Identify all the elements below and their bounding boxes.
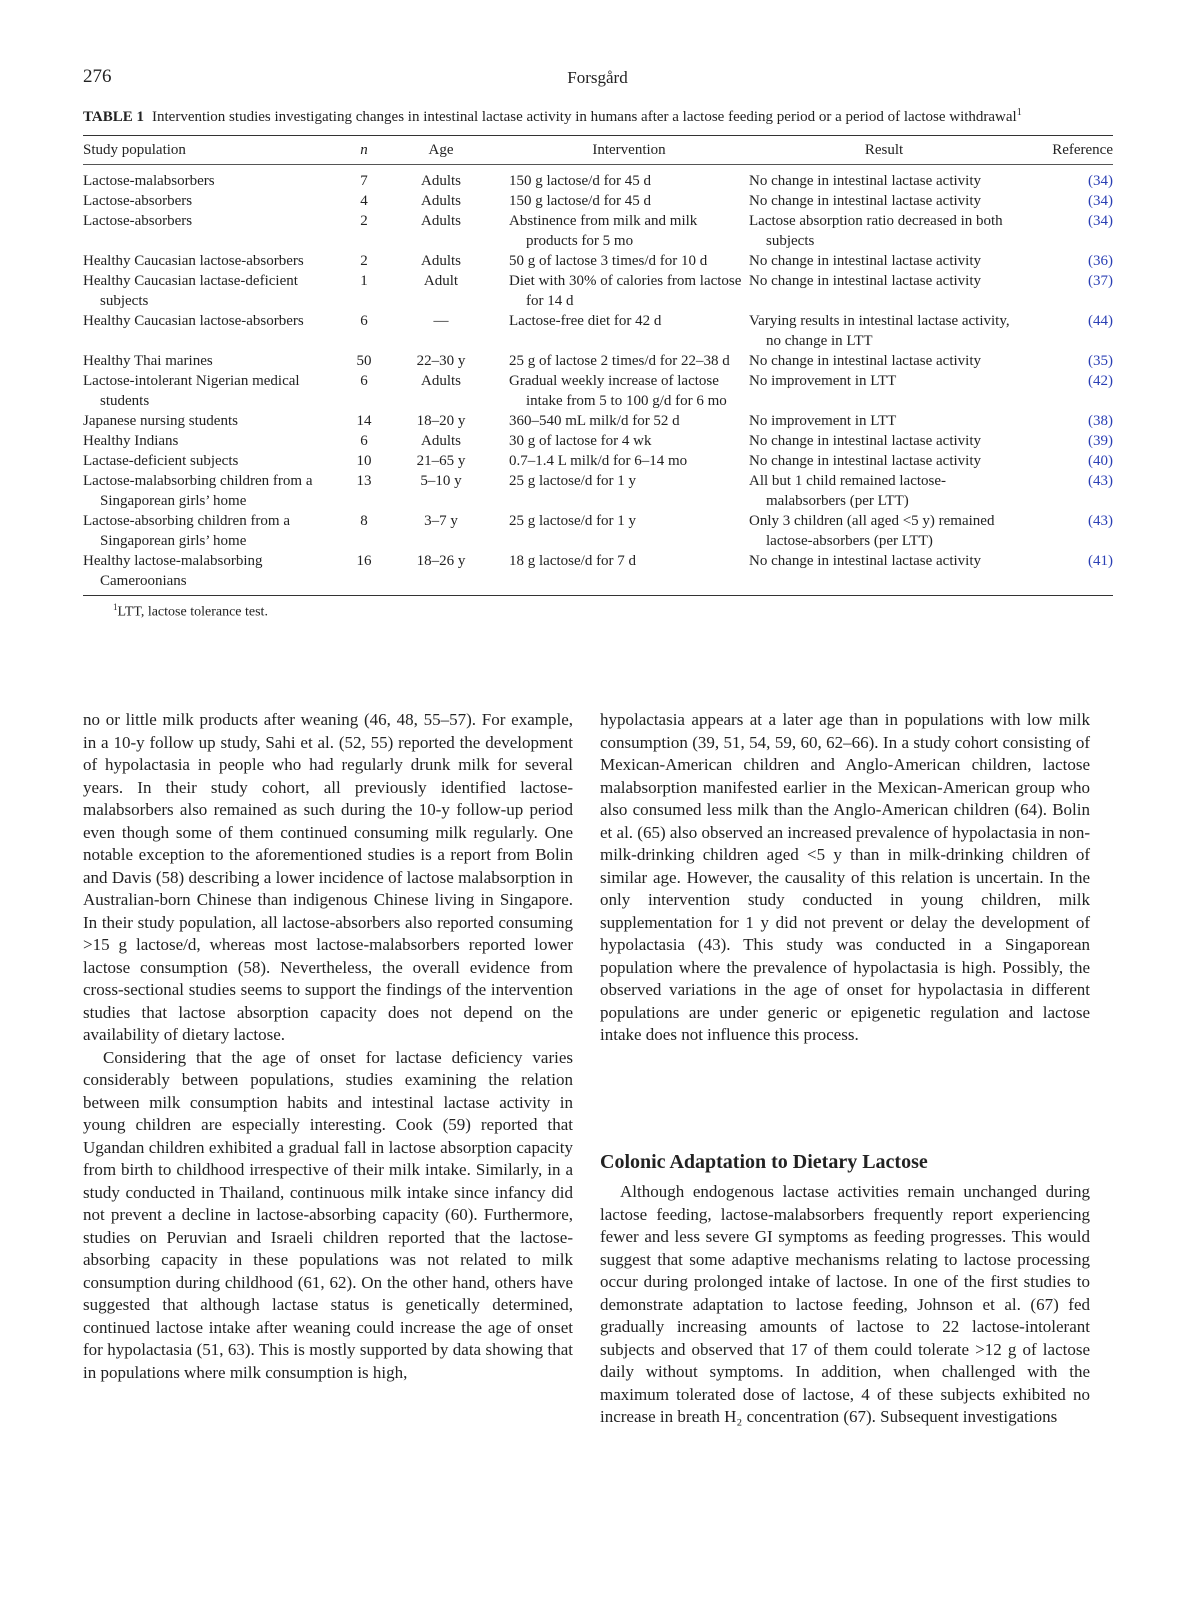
table-row	[83, 471, 1121, 511]
table-cell	[749, 371, 1019, 411]
table-row	[83, 351, 1121, 371]
cell-text: No change in intestinal lactase activity	[749, 553, 982, 569]
table-cell[interactable]: (37)	[1088, 273, 1113, 289]
cell-text: 25 g of lactose 2 times/d for 22–38 d	[509, 353, 730, 369]
section-heading: Colonic Adaptation to Dietary Lactose	[600, 1151, 928, 1173]
table-footnote	[113, 602, 1113, 621]
table-cell: Adults	[420, 193, 461, 209]
cell-text: No change in intestinal lactase activity	[749, 453, 982, 469]
cell-text: Healthy Caucasian lactase-deficient subjects	[83, 273, 298, 309]
table-row	[83, 451, 1121, 471]
table-cell: Adults	[420, 373, 461, 389]
table-row	[83, 311, 1121, 351]
table-cell: 18–26 y	[416, 553, 466, 569]
cell-text: No improvement in LTT	[749, 373, 897, 389]
table-cell: 3–7 y	[424, 513, 458, 529]
table-cell	[83, 191, 345, 211]
cell-text: 18 g lactose/d for 7 d	[509, 553, 637, 569]
cell-text: No change in intestinal lactase activity	[749, 433, 982, 449]
table-cell	[749, 471, 1019, 511]
cell-text: No improvement in LTT	[749, 413, 897, 429]
footnote-text: LTT, lactose tolerance test.	[117, 604, 268, 620]
table-row	[83, 251, 1121, 271]
table-cell: 21–65 y	[416, 453, 466, 469]
cell-text: 25 g lactose/d for 1 y	[509, 513, 637, 529]
cell-text: Only 3 children (all aged <5 y) remained lactose-absorbers (per LTT)	[749, 513, 995, 549]
table-cell: 6	[360, 433, 368, 449]
cell-text: Lactose-malabsorbing children from a Singaporean girls’ home	[83, 473, 313, 509]
cell-text: No change in intestinal lactase activity	[749, 193, 982, 209]
table-row	[83, 511, 1121, 551]
table-cell[interactable]: (34)	[1088, 193, 1113, 209]
table-cell: 50	[356, 353, 372, 369]
running-head: Forsgård	[567, 68, 628, 87]
table-cell[interactable]: (34)	[1088, 173, 1113, 189]
table-cell	[83, 171, 345, 191]
table-cell: 18–20 y	[416, 413, 466, 429]
right-column-section	[600, 1181, 1090, 1429]
cell-text: 0.7–1.4 L milk/d for 6–14 mo	[509, 453, 688, 469]
table-row	[83, 551, 1121, 591]
table-cell	[83, 411, 345, 431]
table-cell: 16	[356, 553, 372, 569]
table-cell: Adults	[420, 253, 461, 269]
table-row	[83, 211, 1121, 251]
cell-text: Diet with 30% of calories from lactose for 14 d	[509, 273, 742, 309]
cell-text: Lactose-intolerant Nigerian medical students	[83, 373, 300, 409]
table-cell	[749, 211, 1019, 251]
table-cell[interactable]: (44)	[1088, 313, 1113, 329]
cell-text: 360–540 mL milk/d for 52 d	[509, 413, 680, 429]
table-cell: 1	[360, 273, 368, 289]
table-cell	[749, 171, 1019, 191]
table-cell	[83, 271, 345, 311]
cell-text: Healthy Caucasian lactose-absorbers	[83, 313, 304, 329]
table-cell[interactable]: (36)	[1088, 253, 1113, 269]
table-cell[interactable]: (39)	[1088, 433, 1113, 449]
cell-text: Lactose-absorbing children from a Singaporean girls’ home	[83, 513, 291, 549]
table-row	[83, 171, 1121, 191]
cell-text: Lactose absorption ratio decreased in both subjects	[749, 213, 1003, 249]
table-cell	[749, 251, 1019, 271]
table-row	[83, 191, 1121, 211]
cell-text: Varying results in intestinal lactase activity, no change in LTT	[749, 313, 1010, 349]
cell-text: 30 g of lactose for 4 wk	[509, 433, 652, 449]
table-cell: 8	[360, 513, 368, 529]
table-row	[83, 411, 1121, 431]
table-caption-text: Intervention studies investigating changes in intestinal lactase activity in humans after a lactose feeding period or a period of lactose withdrawal	[152, 109, 1017, 125]
table-cell[interactable]: (42)	[1088, 373, 1113, 389]
table-header-rule	[83, 164, 1113, 165]
paragraph: hypolactasia appears at a later age than in populations with low milk consumption (39, 51, 54, 59, 60, 62–66). In a study cohort consisting of Mexican-American children and Anglo-American children, lactose malabsorption manifested earlier in the Mexican-American group who also consumed less milk than the Anglo-American children (64). Bolin et al. (65) also observed an increased prevalence of hypolactasia in non-milk-drinking children aged <5 y than in milk-drinking children of similar age. However, the causality of this relation is uncertain. In the only intervention study conducted in young children, milk supplementation for 1 y did not prevent or delay the development of hypolactasia (43). This study was conducted in a Singaporean population where the prevalence of hypolactasia is high. Possibly, the observed variations in the age of onset for hypolactasia in different populations are under generic or epigenetic regulation and lactose intake does not influence this process.	[600, 710, 1090, 1044]
table-cell	[749, 411, 1019, 431]
table-cell: 10	[356, 453, 372, 469]
table-cell	[83, 551, 345, 591]
table-cell	[499, 511, 749, 551]
table-cell	[499, 171, 749, 191]
table-cell	[499, 211, 749, 251]
table-cell: 14	[356, 413, 372, 429]
table-cell	[499, 371, 749, 411]
table-header-row	[83, 136, 1121, 164]
table-cell	[749, 451, 1019, 471]
cell-text: No change in intestinal lactase activity	[749, 173, 982, 189]
table-cell[interactable]: (41)	[1088, 553, 1113, 569]
table-cell: 13	[356, 473, 372, 489]
table-cell: 4	[360, 193, 368, 209]
table-cell: —	[433, 313, 449, 329]
table-cell	[83, 431, 345, 451]
table-cell[interactable]: (38)	[1088, 413, 1113, 429]
table-caption	[83, 107, 1113, 126]
table-cell: 5–10 y	[420, 473, 462, 489]
cell-text: No change in intestinal lactase activity	[749, 273, 982, 289]
column-header: Reference	[1052, 142, 1113, 158]
paragraph: Although endogenous lactase activities remain unchanged during lactose feeding, lactose-malabsorbers frequently report experiencing fewer and less severe GI symptoms as feeding progresses. This would suggest that some adaptive mechanisms relating to lactose processing occur during prolonged intake of lactose. In one of the first studies to demonstrate adaptation to lactose feeding, Johnson et al. (67) fed gradually increasing amounts of lactose to 22 lactose-intolerant subjects and observed that 17 of them could tolerate >12 g of lactose daily without symptoms. In addition, when challenged with the maximum tolerated dose of lactose, 4 of these subjects exhibited no increase in breath H₂ concentration (67). Subsequent investigations	[600, 1182, 1090, 1426]
table-cell: 2	[360, 213, 368, 229]
table-cell	[749, 191, 1019, 211]
column-header: Intervention	[592, 142, 666, 158]
table-cell	[749, 271, 1019, 311]
cell-text: Abstinence from milk and milk products for 5 mo	[509, 213, 698, 249]
table-row	[83, 271, 1121, 311]
footnote-mark: 1	[113, 602, 118, 612]
table-cell	[83, 451, 345, 471]
cell-text: 150 g lactose/d for 45 d	[509, 193, 652, 209]
table-cell: Adults	[420, 433, 461, 449]
paragraph: Considering that the age of onset for lactase deficiency varies considerably between populations, studies examining the relation between milk consumption habits and intestinal lactase activity in young children are especially interesting. Cook (59) reported that Ugandan children exhibited a gradual fall in lactose absorption capacity from birth to childhood irrespective of their milk intake. Similarly, in a study conducted in Thailand, continuous milk intake since infancy did not prevent a decline in lactose-absorbing capacity (60). Furthermore, studies on Peruvian and Israeli children reported that the lactose-absorbing capacity in these populations was not related to milk consumption during childhood (61, 62). On the other hand, others have suggested that although lactase status is genetically determined, continued lactose intake after weaning could increase the age of onset for hypolactasia (51, 63). This is mostly supported by data showing that in populations where milk consumption is high,	[83, 1047, 573, 1382]
table-cell	[83, 511, 345, 551]
table-cell	[499, 471, 749, 511]
cell-text: Healthy Indians	[83, 433, 179, 449]
cell-text: All but 1 child remained lactose-malabsorbers (per LTT)	[749, 473, 947, 509]
table-cell	[749, 351, 1019, 371]
table-cell[interactable]: (40)	[1088, 453, 1113, 469]
cell-text: Lactose-absorbers	[83, 213, 193, 229]
table-cell	[499, 451, 749, 471]
cell-text: Lactose-malabsorbers	[83, 173, 215, 189]
table-cell	[499, 351, 749, 371]
table-body	[83, 171, 1121, 591]
table-cell: 6	[360, 373, 368, 389]
table-cell[interactable]: (43)	[1088, 513, 1113, 529]
table-bottom-rule	[83, 595, 1113, 596]
table-cell: Adult	[423, 273, 459, 289]
cell-text: 150 g lactose/d for 45 d	[509, 173, 652, 189]
cell-text: Lactose-free diet for 42 d	[509, 313, 662, 329]
column-header: Age	[428, 142, 454, 158]
table-cell	[499, 311, 749, 351]
page-number: 276	[83, 66, 112, 87]
cell-text: No change in intestinal lactase activity	[749, 253, 982, 269]
table-row	[83, 431, 1121, 451]
table-cell: 6	[360, 313, 368, 329]
table-cell: Adults	[420, 173, 461, 189]
table-row	[83, 371, 1121, 411]
table-cell	[83, 371, 345, 411]
table-label: TABLE 1	[83, 109, 144, 125]
table-cell	[749, 551, 1019, 591]
table-cell	[499, 191, 749, 211]
column-header: n	[360, 142, 368, 158]
table-cell	[749, 311, 1019, 351]
table-cell	[499, 551, 749, 591]
table-cell	[499, 251, 749, 271]
cell-text: Gradual weekly increase of lactose intake from 5 to 100 g/d for 6 mo	[509, 373, 727, 409]
table-cell: Adults	[420, 213, 461, 229]
table-cell	[749, 431, 1019, 451]
table-cell	[499, 431, 749, 451]
column-header: Study population	[83, 142, 186, 158]
cell-text: Healthy lactose-malabsorbing Cameroonians	[83, 553, 263, 589]
cell-text: Japanese nursing students	[83, 413, 238, 429]
table-cell	[83, 471, 345, 511]
table-cell: 2	[360, 253, 368, 269]
cell-text: Lactose-absorbers	[83, 193, 193, 209]
left-column	[83, 709, 573, 1384]
table-cell	[83, 351, 345, 371]
column-header: Result	[864, 142, 904, 158]
table-cell	[83, 211, 345, 251]
cell-text: No change in intestinal lactase activity	[749, 353, 982, 369]
table-cell	[499, 411, 749, 431]
table-cell: 22–30 y	[416, 353, 466, 369]
table-cell	[83, 251, 345, 271]
table-cell	[83, 311, 345, 351]
table-cell[interactable]: (34)	[1088, 213, 1113, 229]
table-cell: 7	[360, 173, 368, 189]
cell-text: 50 g of lactose 3 times/d for 10 d	[509, 253, 708, 269]
cell-text: Healthy Thai marines	[83, 353, 213, 369]
cell-text: Lactase-deficient subjects	[83, 453, 239, 469]
right-column	[600, 709, 1090, 1047]
table-cell[interactable]: (35)	[1088, 353, 1113, 369]
table-caption-footnote-mark: 1	[1016, 107, 1022, 118]
table-cell[interactable]: (43)	[1088, 473, 1113, 489]
table-cell	[749, 511, 1019, 551]
cell-text: 25 g lactose/d for 1 y	[509, 473, 637, 489]
table	[83, 135, 1113, 621]
paragraph: no or little milk products after weaning (46, 48, 55–57). For example, in a 10-y follow up study, Sahi et al. (52, 55) reported the development of hypolactasia in people who had regularly drunk milk for several years. In their study cohort, all previously identified lactose-malabsorbers also remained as such during the 10-y follow-up period even though some of them continued consuming milk regularly. One notable exception to the aforementioned studies is a report from Bolin and Davis (58) describing a lower incidence of lactose malabsorption in Australian-born Chinese than indigenous Chinese living in Singapore. In their study population, all lactose-absorbers also reported consuming >15 g lactose/d, whereas most lactose-malabsorbers reported lower lactose consumption (58). Nevertheless, the overall evidence from cross-sectional studies seems to support the findings of the intervention studies that lactose absorption capacity does not depend on the availability of dietary lactose.	[83, 710, 573, 1044]
cell-text: Healthy Caucasian lactose-absorbers	[83, 253, 304, 269]
table-cell	[499, 271, 749, 311]
